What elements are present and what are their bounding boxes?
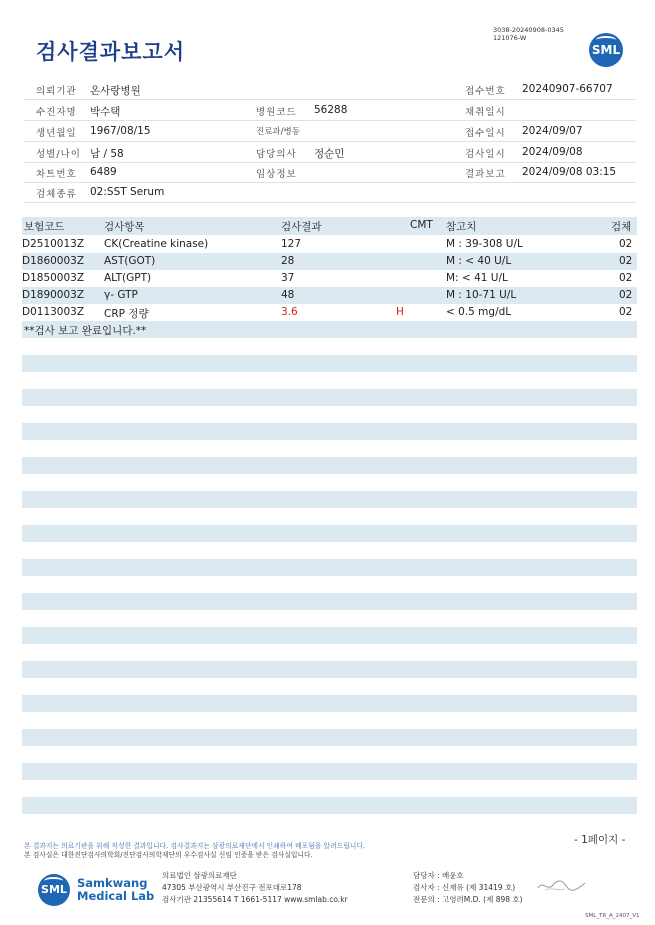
label-specimen-type: 검체종류 — [36, 189, 77, 200]
report-title: 검사결과보고서 — [36, 40, 186, 64]
row-specimen: 02 — [619, 272, 633, 284]
label-sex-age: 성별/나이 — [36, 149, 81, 160]
value-hospital-code: 56288 — [314, 104, 348, 116]
report-complete-note — [22, 321, 637, 338]
brand-line1: Samkwang — [77, 876, 148, 890]
row-result-abnormal: 3.6 — [281, 306, 298, 318]
sml-logo-icon: SML — [589, 33, 623, 67]
empty-row — [22, 389, 637, 406]
row-code: D1860003Z — [22, 255, 85, 267]
table-row — [22, 287, 637, 304]
table-row — [22, 304, 637, 321]
org-name: 의료법인 삼광의료재단 — [162, 871, 237, 880]
info-row-sex-age — [24, 142, 636, 163]
info-row-institution — [24, 79, 636, 100]
document-code — [493, 26, 564, 42]
info-row-patient — [24, 100, 636, 121]
label-institution: 의뢰기관 — [36, 86, 77, 97]
row-result: 37 — [281, 272, 295, 284]
row-item: CRP 정량 — [104, 308, 149, 320]
header-test-item: 검사항목 — [104, 221, 145, 233]
value-test-date: 2024/09/08 — [522, 146, 583, 158]
value-chart-number: 6489 — [90, 166, 117, 178]
label-department: 진료과/병동 — [256, 127, 300, 137]
document-code-line2: 121076-W — [493, 34, 527, 42]
empty-row — [22, 491, 637, 508]
report-complete-text: **검사 보고 완료입니다.** — [24, 325, 147, 337]
label-receipt-date: 접수일시 — [465, 128, 506, 139]
row-item: ALT(GPT) — [104, 272, 152, 284]
header-cmt: CMT — [410, 219, 433, 231]
header-insurance-code: 보험코드 — [24, 221, 65, 233]
empty-row — [22, 661, 637, 678]
empty-row — [22, 627, 637, 644]
document-code-line1: 3038-20240908-0345 — [493, 26, 564, 34]
empty-row — [22, 593, 637, 610]
value-receipt-number: 20240907-66707 — [522, 83, 613, 95]
value-doctor: 정순민 — [314, 148, 345, 160]
row-item: CK(Creatine kinase) — [104, 238, 209, 250]
org-contact: 검사기관 21355614 T 1661-5117 www.smlab.co.kr — [162, 895, 348, 904]
header-reference: 참고치 — [446, 221, 477, 233]
brand-name — [77, 877, 154, 903]
label-report-date: 결과보고 — [465, 169, 506, 180]
label-hospital-code: 병원코드 — [256, 107, 297, 118]
sml-logo-icon: SML — [38, 874, 70, 906]
staff-tester: 검사자 : 신재유 (제 31419 호) — [413, 883, 516, 892]
row-reference: M : 10-71 U/L — [446, 289, 517, 301]
empty-row — [22, 559, 637, 576]
row-specimen: 02 — [619, 306, 633, 318]
brand-line2: Medical Lab — [77, 889, 155, 903]
value-receipt-date: 2024/09/07 — [522, 125, 583, 137]
label-collection-date: 채취일시 — [465, 107, 506, 118]
label-doctor: 담당의사 — [256, 149, 297, 160]
label-chart-number: 차트번호 — [36, 169, 77, 180]
header-specimen: 검체 — [611, 221, 632, 233]
row-reference: M : 39-308 U/L — [446, 238, 523, 250]
empty-row — [22, 763, 637, 780]
footer-note-certification: 본 검사실은 대한진단검사의학회/진단검사의학재단의 우수검사실 신임 인증을 받은 검사실입니다. — [24, 851, 313, 859]
header-result: 검사결과 — [281, 221, 322, 233]
results-header — [22, 217, 637, 235]
label-test-date: 검사일시 — [465, 149, 506, 160]
org-address: 47305 부산광역시 부산진구 전포대로178 — [162, 883, 302, 892]
row-specimen: 02 — [619, 289, 633, 301]
row-code: D1890003Z — [22, 289, 85, 301]
empty-row — [22, 423, 637, 440]
table-row — [22, 253, 637, 270]
empty-row — [22, 457, 637, 474]
value-birth-date: 1967/08/15 — [90, 125, 151, 137]
row-result: 48 — [281, 289, 295, 301]
empty-row — [22, 797, 637, 814]
row-reference: M: < 41 U/L — [446, 272, 508, 284]
staff-manager: 담당자 : 배윤호 — [413, 871, 464, 880]
row-result: 28 — [281, 255, 295, 267]
row-reference: M : < 40 U/L — [446, 255, 512, 267]
footer-note-distribution: 본 결과지는 의료기관을 위해 작성한 결과입니다. 검사결과지는 삼광의료재단에서 인쇄하여 배포됨을 알려드립니다. — [24, 842, 366, 850]
table-row — [22, 236, 637, 253]
signature-icon — [535, 878, 590, 894]
empty-row — [22, 525, 637, 542]
label-clinical-info: 임상정보 — [256, 169, 297, 180]
row-code: D1850003Z — [22, 272, 85, 284]
staff-info — [413, 870, 523, 906]
org-info — [162, 870, 348, 906]
row-item: AST(GOT) — [104, 255, 156, 267]
row-reference: < 0.5 mg/dL — [446, 306, 512, 318]
form-id: SML_TR_A_2407_V1 — [585, 913, 640, 919]
staff-specialist: 전문의 : 고영려M.D. (제 898 호) — [413, 895, 523, 904]
empty-row — [22, 355, 637, 372]
empty-row — [22, 729, 637, 746]
empty-row — [22, 695, 637, 712]
value-sex-age: 남 / 58 — [90, 148, 124, 160]
value-specimen-type: 02:SST Serum — [90, 186, 165, 198]
row-specimen: 02 — [619, 255, 633, 267]
row-code: D0113003Z — [22, 306, 85, 318]
info-row-specimen — [24, 182, 636, 203]
row-specimen: 02 — [619, 238, 633, 250]
info-row-birth — [24, 121, 636, 142]
page-number: - 1페이지 - — [574, 834, 626, 846]
value-institution: 온사랑병원 — [90, 85, 141, 97]
row-result: 127 — [281, 238, 302, 250]
row-code: D2510013Z — [22, 238, 85, 250]
row-flag-high: H — [396, 306, 404, 318]
value-patient-name: 박수택 — [90, 106, 121, 118]
value-report-date: 2024/09/08 03:15 — [522, 166, 617, 178]
label-birth-date: 생년월일 — [36, 128, 77, 139]
info-row-chart — [24, 162, 636, 183]
table-row — [22, 270, 637, 287]
label-receipt-number: 접수번호 — [465, 86, 506, 97]
label-patient-name: 수진자명 — [36, 107, 77, 118]
row-item: γ- GTP — [104, 289, 138, 301]
